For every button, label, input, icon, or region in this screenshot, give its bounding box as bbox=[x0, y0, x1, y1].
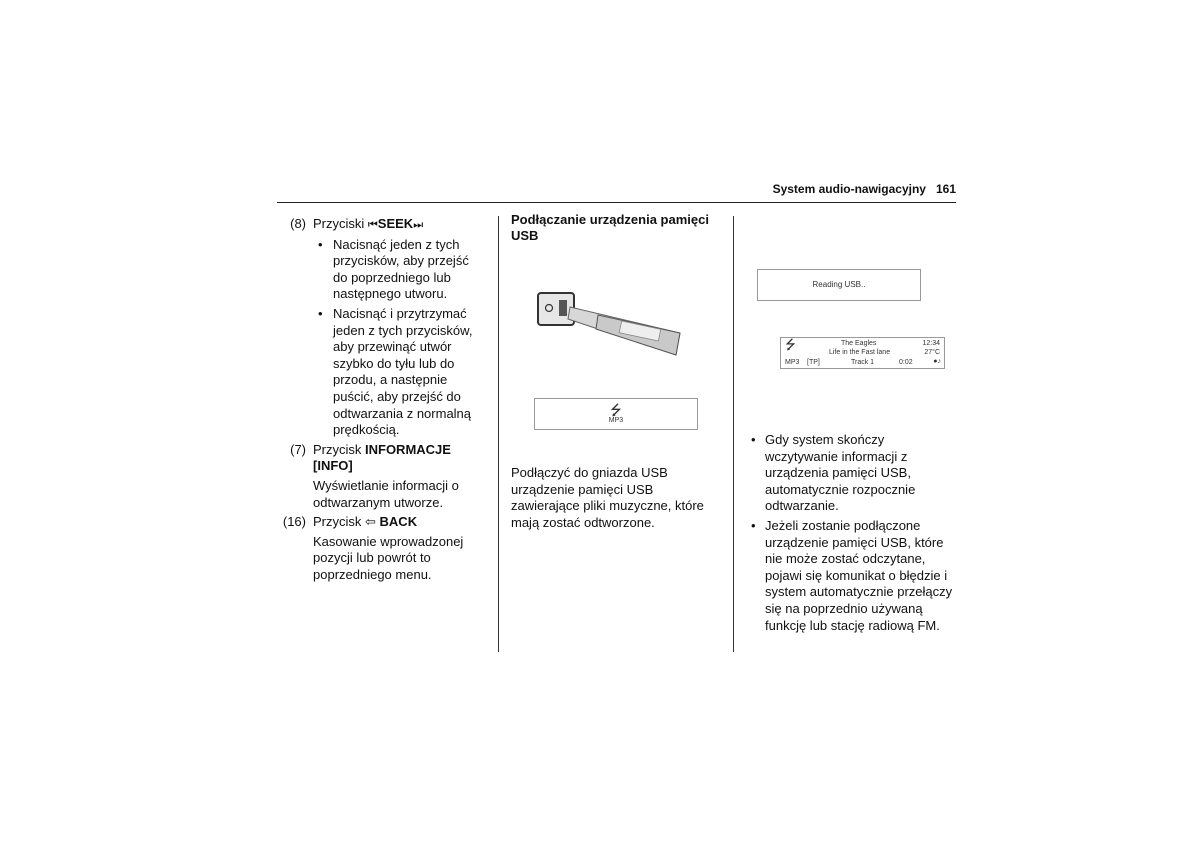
info-label: INFORMACJE [INFO] bbox=[313, 441, 451, 474]
track-text: Track 1 bbox=[851, 359, 875, 366]
reading-display bbox=[757, 269, 921, 301]
item-number: (16) bbox=[282, 514, 306, 530]
display-source-label: MP3 bbox=[608, 417, 624, 424]
reading-text: Reading USB.. bbox=[812, 280, 866, 289]
status-bullets bbox=[750, 432, 955, 634]
item-seek bbox=[280, 216, 485, 234]
item-back bbox=[280, 514, 485, 531]
seek-bullets bbox=[280, 237, 485, 439]
section-heading: Podłączanie urządzenia pamięci USB bbox=[511, 212, 709, 243]
back-arrow-icon: ⇦ bbox=[365, 514, 376, 530]
bullet-item: • Gdy system skończy wczytywanie informacji z urządzenia pamięci USB, automatycznie rozpocznie odtwarzanie. bbox=[765, 432, 955, 515]
column-2 bbox=[511, 212, 721, 254]
page-header bbox=[277, 182, 956, 203]
bullet-item: • Nacisnąć i przytrzymać jeden z tych przycisków, aby przewinąć utwór szybko do tyłu lub do przodu, a następnie puścić, aby przejść do odtwarzania z normalną prędkością. bbox=[333, 306, 485, 439]
item-number: (7) bbox=[290, 441, 306, 457]
usb-icon: ⭍ bbox=[610, 402, 622, 418]
tp-text: [TP] bbox=[807, 359, 820, 366]
song-title-text: Life in the Fast lane bbox=[829, 349, 891, 356]
column-3 bbox=[750, 432, 955, 637]
bullet-item: • Nacisnąć jeden z tych przycisków, aby przejść do poprzedniego lub następnego utworu. bbox=[333, 237, 485, 303]
section-title: System audio-nawigacyjny bbox=[772, 182, 926, 196]
elapsed-text: 0:02 bbox=[899, 359, 913, 366]
usb-stick-illustration bbox=[530, 285, 700, 365]
item-description: Kasowanie wprowadzonej pozycji lub powrót to poprzedniego menu. bbox=[313, 533, 464, 582]
seek-forward-icon: ⏭ bbox=[413, 219, 424, 231]
seek-label: SEEK bbox=[377, 216, 414, 231]
page-number: 161 bbox=[935, 182, 956, 196]
usb-icon: ⭍ bbox=[785, 337, 796, 352]
usb-connect-text: Podłączyć do gniazda USB urządzenie pamięci USB zawierające pliki muzyczne, które mają zostać odtworzone. bbox=[511, 465, 704, 530]
usb-port-icon bbox=[538, 293, 574, 325]
item-description: Wyświetlanie informacji o odtwarzanym utworze. bbox=[313, 477, 459, 510]
item-number: (8) bbox=[290, 216, 306, 231]
status-icons: ●♪ bbox=[933, 358, 941, 365]
seek-back-icon: ⏮ bbox=[367, 219, 378, 231]
column-1 bbox=[280, 216, 485, 586]
column-divider bbox=[733, 216, 734, 652]
item-info bbox=[280, 442, 485, 475]
temperature-text: 27°C bbox=[924, 349, 940, 356]
item-label-prefix: Przycisk bbox=[313, 514, 365, 530]
item-label-prefix: Przycisk bbox=[313, 441, 365, 457]
usb-display bbox=[534, 398, 698, 430]
column-divider bbox=[498, 216, 499, 652]
source-text: MP3 bbox=[785, 359, 800, 366]
playback-display bbox=[780, 337, 945, 369]
back-label: BACK bbox=[379, 514, 418, 530]
bullet-item: • Jeżeli zostanie podłączone urządzenie pamięci USB, które nie może zostać odczytane, pojawi się komunikat o błędzie i system automatycznie przełączy się na poprzednio używaną funkcję lub stację radiową FM. bbox=[765, 518, 955, 634]
artist-text: The Eagles bbox=[841, 340, 877, 347]
clock-text: 12:34 bbox=[922, 340, 940, 347]
item-label-prefix: Przyciski bbox=[313, 216, 368, 231]
